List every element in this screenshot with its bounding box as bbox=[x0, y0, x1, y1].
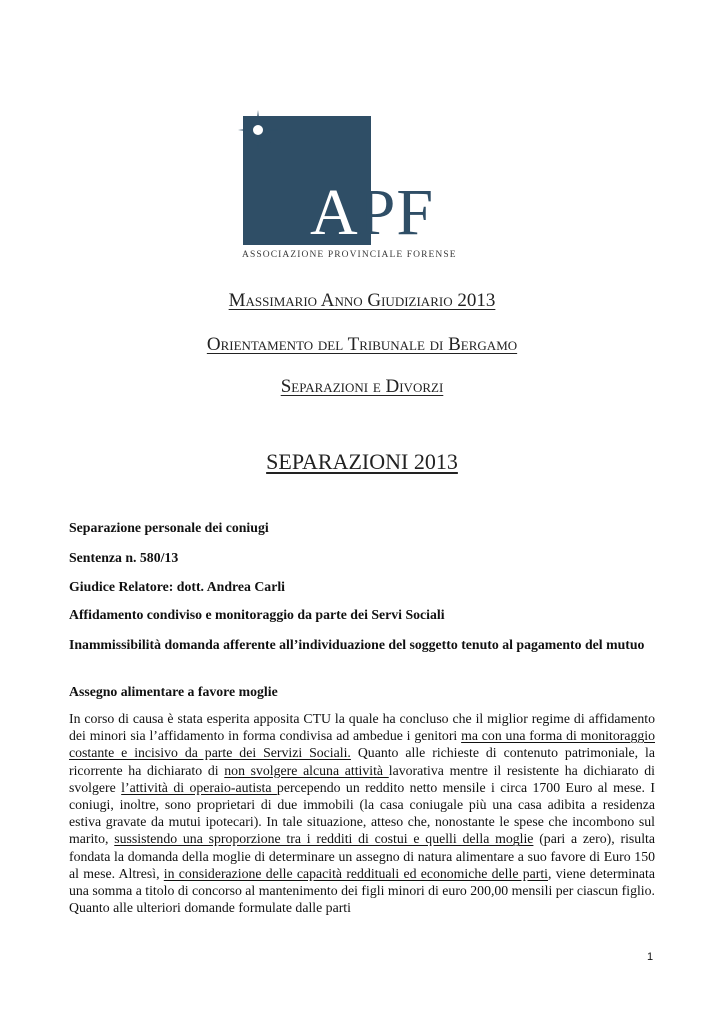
judge: Giudice Relatore: dott. Andrea Carli bbox=[69, 579, 286, 594]
star-icon bbox=[236, 108, 280, 152]
title-orientamento: Orientamento del Tribunale di Bergamo bbox=[206, 334, 518, 355]
apf-logo bbox=[236, 108, 496, 264]
logo-letters bbox=[310, 176, 435, 249]
topic-assegno: Assegno alimentare a favore moglie bbox=[69, 684, 278, 699]
page-number: 1 bbox=[647, 951, 654, 963]
title-massimario: Massimario Anno Giudiziario 2013 bbox=[228, 290, 496, 311]
underlined-text: ma con una forma di monitoraggio costante e incisivo da parte dei Servizi Sociali. bbox=[69, 728, 655, 761]
topic-mutuo: Inammissibilità domanda afferente all’individuazione del soggetto tenuto al pagamento del mutuo bbox=[69, 637, 645, 652]
underlined-text: non svolgere alcuna attività bbox=[224, 762, 389, 778]
logo-letter-a: A bbox=[310, 176, 359, 249]
logo-subtitle: ASSOCIAZIONE PROVINCIALE FORENSE bbox=[242, 250, 457, 260]
section-heading: SEPARAZIONI 2013 bbox=[266, 449, 458, 474]
logo-letters-pf: PF bbox=[358, 176, 435, 249]
case-type: Separazione personale dei coniugi bbox=[69, 520, 269, 535]
body-paragraph: In corso di causa è stata esperita apposita CTU la quale ha concluso che il miglior regime di affidamento dei minori sia l’affidamento in forma condivisa ad ambedue i genitori ma con una forma di monitoraggio costante e incisivo da parte dei Servizi Sociali. Quanto alle richieste di contenuto patrimoniale, la ricorrente ha dichiarato di non svolgere alcuna attività lavorativa mentre il resistente ha dichiarato di svolgere l’attività di operaio-autista percependo un reddito netto mensile i circa 1700 Euro al mese. I coniugi, inoltre, sono proprietari di due immobili (la casa coniugale più una casa adibita a residenza estiva gravate da mutui ipotecari). In tale situazione, atteso che, nonostante le spese che incombono sul marito, sussistendo una sproporzione tra i redditi di costui e quelli della moglie (pari a zero), risulta fondata la domanda della moglie di determinare un assegno di natura alimentare a suo favore di Euro 150 al mese. Altresì, in considerazione delle capacità reddituali ed economiche delle parti, viene determinata una somma a titolo di concorso al mantenimento dei figli minori di euro 200,00 mensili per ciascun figlio. Quanto alle ulteriori domande formulate dalle parti bbox=[69, 711, 656, 916]
underlined-text: l’attività di operaio-autista bbox=[121, 779, 277, 795]
underlined-text: sussistendo una sproporzione tra i redditi di costui e quelli della moglie bbox=[114, 831, 534, 847]
sentence-number: Sentenza n. 580/13 bbox=[69, 550, 179, 565]
title-separazioni-divorzi: Separazioni e Divorzi bbox=[280, 376, 444, 397]
underlined-text: in considerazione delle capacità reddituali ed economiche delle parti bbox=[163, 865, 549, 881]
topic-affidamento: Affidamento condiviso e monitoraggio da parte dei Servi Sociali bbox=[69, 607, 445, 622]
